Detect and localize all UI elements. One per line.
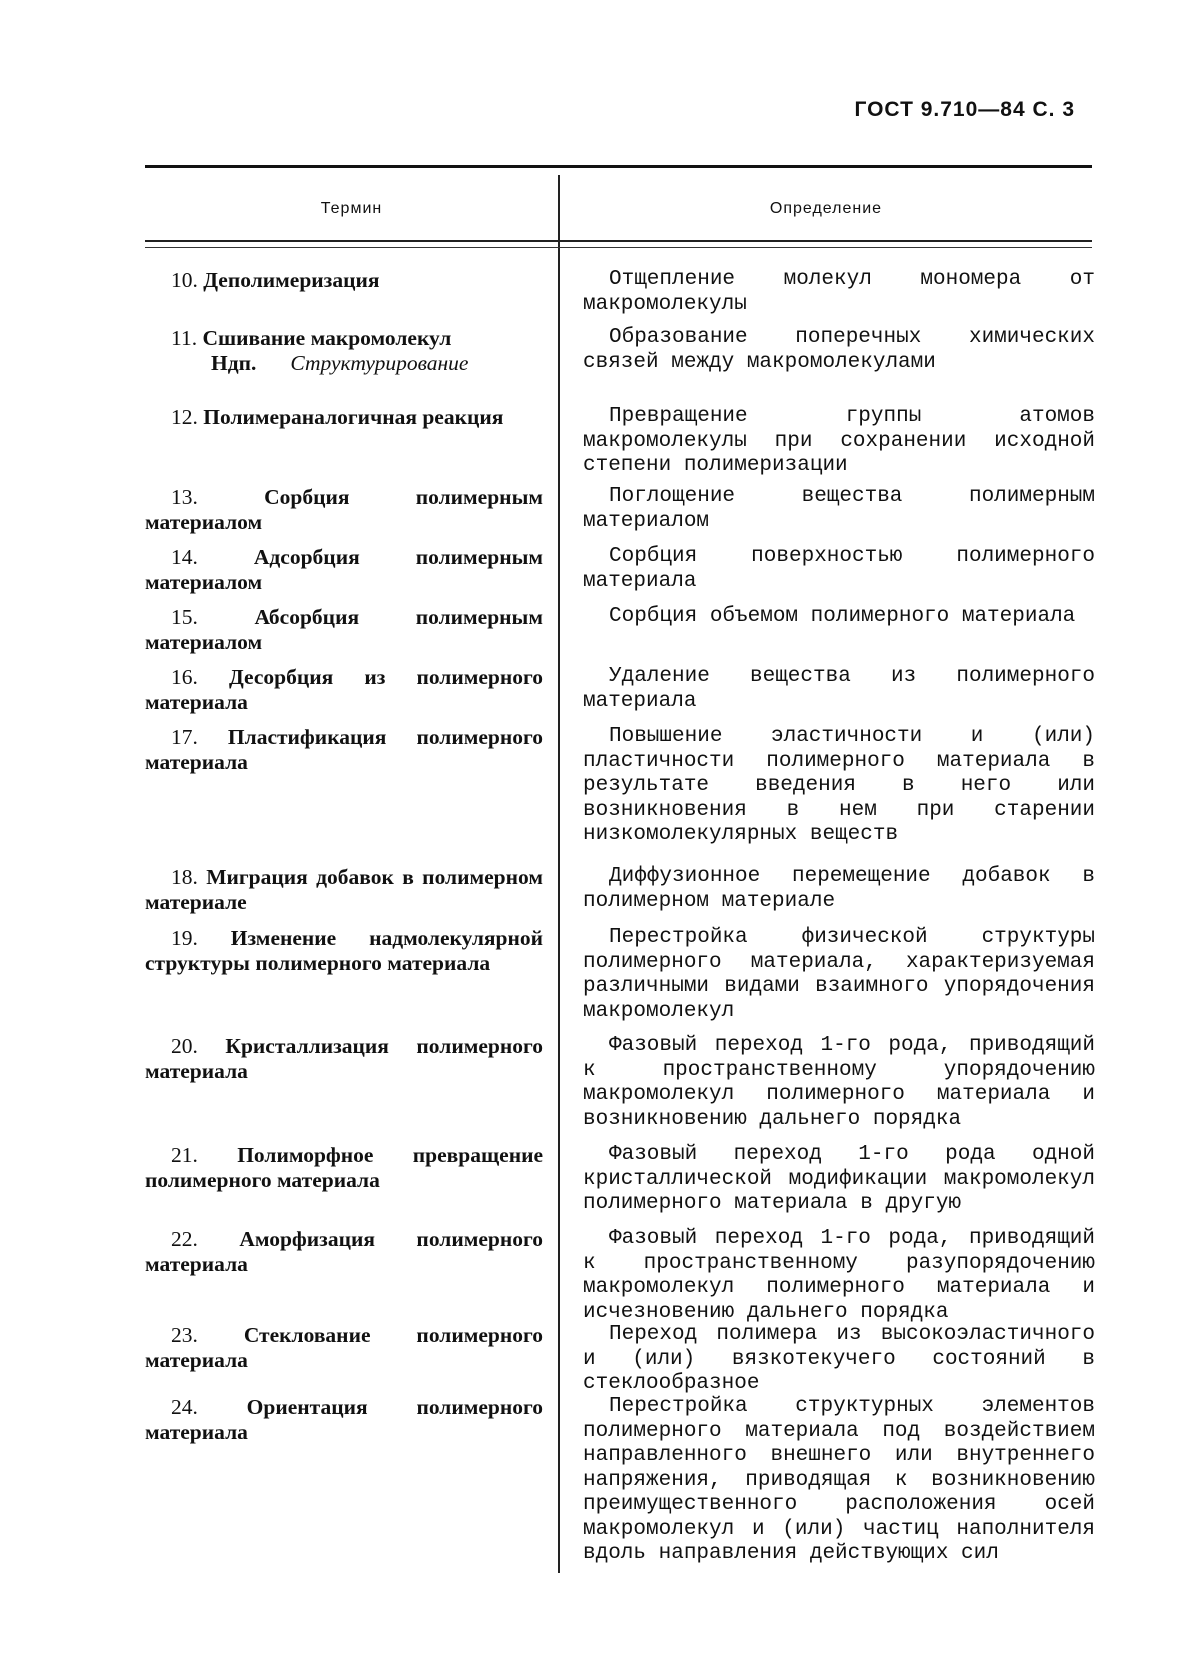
definition-cell: Перестройка структурных элементов полимерного материала под воздействием направленного внешнего или внутреннего напряжения, приводящая к возникновению преимущественного расположения осей макромолекул и (или) частиц наполнителя вдоль направления действующих сил <box>583 1395 1095 1565</box>
term-cell: 13. Сорбция полимерным материалом <box>145 485 543 534</box>
definition-cell: Сорбция поверхностью полимерного материала <box>583 545 1095 593</box>
term-cell: 18. Миграция добавок в полимерном материале <box>145 865 544 914</box>
definition-cell: Превращение группы атомов макромолекулы при сохранении исходной степени полимеризации <box>583 405 1095 477</box>
term-cell: 20. Кристаллизация полимерного материала <box>145 1034 543 1083</box>
definition-cell: Фазовый переход 1-го рода, приводящий к пространственному упорядочению макромолекул полимерного материала и возникновению дальнего порядка <box>583 1034 1095 1131</box>
table-top-rule <box>145 165 1092 168</box>
term-cell: 22. Аморфизация полимерного материала <box>145 1227 543 1276</box>
term-cell: 16. Десорбция из полимерного материала <box>145 665 544 714</box>
definition-cell: Удаление вещества из полимерного материала <box>583 665 1095 713</box>
definition-cell: Фазовый переход 1-го рода, приводящий к пространственному разупорядочению макромолекул полимерного материала и исчезновению дальнего порядка <box>583 1227 1095 1324</box>
column-divider <box>558 175 560 1573</box>
term-cell: 21. Полиморфное превращение полимерного материала <box>145 1143 544 1192</box>
definition-cell: Сорбция объемом полимерного материала <box>609 605 1076 628</box>
term-cell: 17. Пластификация полимерного материала <box>145 725 544 774</box>
definition-cell: Диффузионное перемещение добавок в полимерном материале <box>583 865 1095 913</box>
header-rule <box>145 240 1092 242</box>
definition-cell: Повышение эластичности и (или) пластичности полимерного материала в результате введения в него или возникновения в нем при старении низкомолекулярных веществ <box>583 725 1095 846</box>
term-cell: 10. Деполимеризация <box>171 268 380 292</box>
definition-cell: Поглощение вещества полимерным материалом <box>583 485 1095 533</box>
term-cell: 12. Полимераналогичная реакция <box>171 405 504 429</box>
definition-cell: Фазовый переход 1-го рода одной кристаллической модификации макромолекул полимерного материала в другую <box>583 1143 1095 1215</box>
term-cell: 14. Адсорбция полимерным материалом <box>145 545 544 594</box>
term-cell: 23. Стеклование полимерного материала <box>145 1323 543 1372</box>
page-header: ГОСТ 9.710—84 С. 3 <box>854 98 1075 121</box>
definition-cell: Отщепление молекул мономера от макромолекулы <box>583 268 1095 316</box>
definition-cell: Образование поперечных химических связей между макромолекулами <box>583 326 1095 374</box>
term-cell: 11. Сшивание макромолекул Ндп. Структурирование <box>171 326 469 375</box>
column-header-term: Термин <box>320 200 383 217</box>
header-rule <box>145 247 1092 248</box>
definition-cell: Переход полимера из высокоэластичного и (или) вязкотекучего состояний в стеклообразное <box>583 1323 1095 1395</box>
column-header-definition: Определение <box>769 200 883 217</box>
term-cell: 24. Ориентация полимерного материала <box>145 1395 544 1444</box>
term-cell: 19. Изменение надмолекулярной структуры полимерного материала <box>145 926 544 975</box>
definition-cell: Перестройка физической структуры полимерного материала, характеризуемая различными видами взаимного упорядочения макромолекул <box>583 926 1095 1023</box>
term-cell: 15. Абсорбция полимерным материалом <box>145 605 543 654</box>
